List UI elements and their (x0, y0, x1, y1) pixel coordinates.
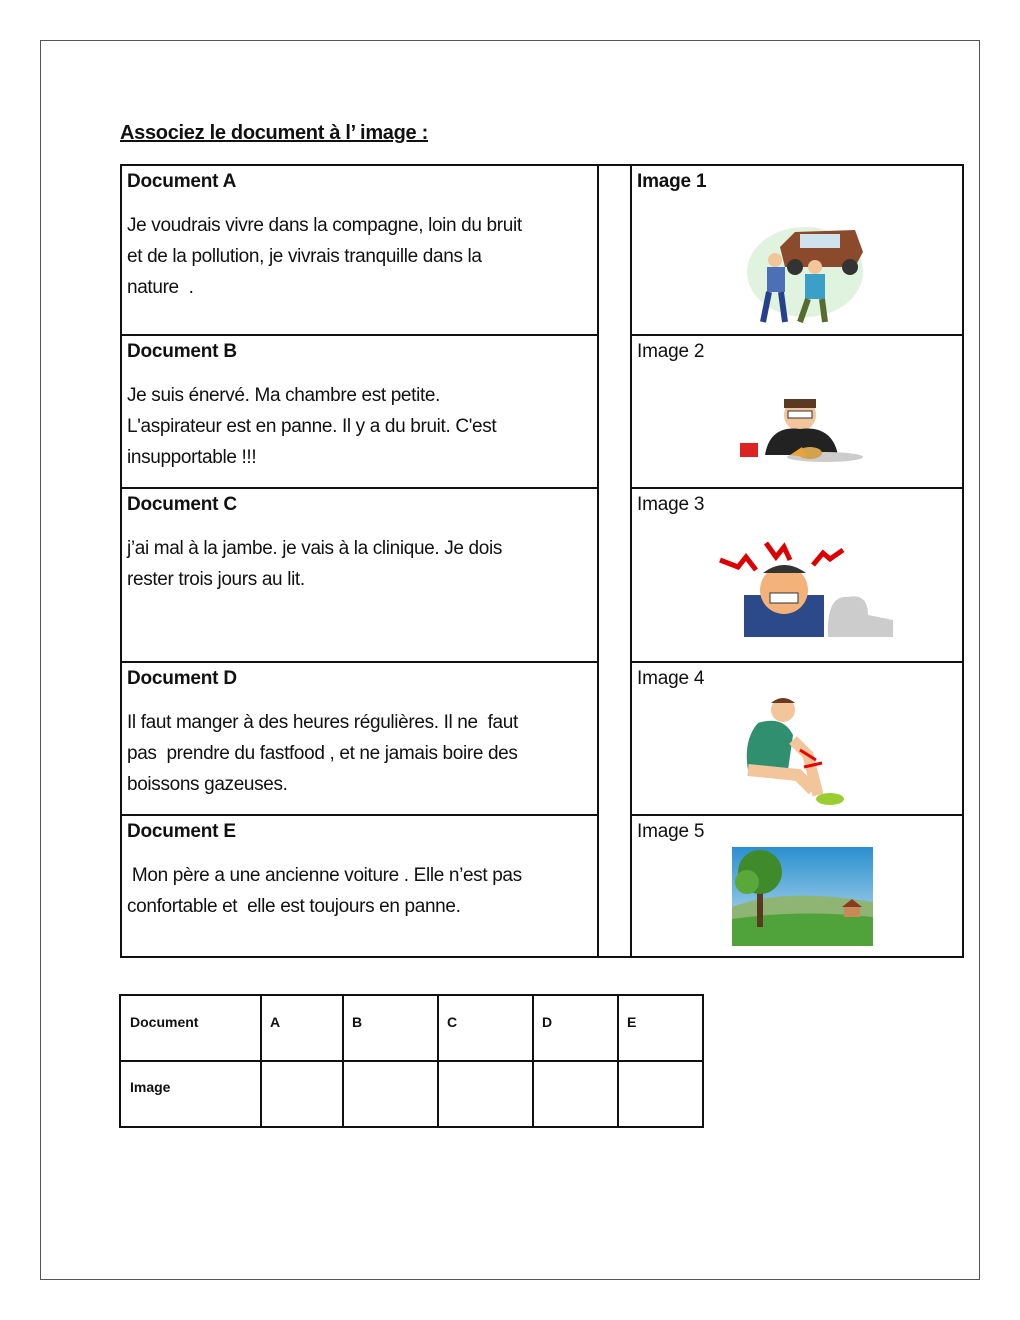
image-label: Image 1 (637, 171, 707, 192)
document-text-line: rester trois jours au lit. (127, 569, 305, 590)
document-text-line: L'aspirateur est en panne. Il y a du bruit. C'est (127, 416, 497, 437)
column-divider (630, 164, 632, 958)
column-divider (702, 994, 704, 1128)
answer-row-header: Document (130, 1014, 199, 1030)
image-label: Image 3 (637, 494, 705, 515)
row-divider (631, 956, 964, 958)
row-divider (598, 956, 631, 958)
document-label: Document E (127, 821, 236, 842)
column-divider (119, 994, 121, 1128)
document-label: Document D (127, 668, 237, 689)
row-divider (631, 164, 964, 166)
document-text-line: boissons gazeuses. (127, 774, 288, 795)
document-text-line: insupportable !!! (127, 447, 257, 468)
image-label: Image 2 (637, 341, 705, 362)
answer-column-header: C (447, 1014, 458, 1030)
image-label: Image 4 (637, 668, 705, 689)
man-eating-fastfood-icon (740, 395, 865, 472)
answer-input-cell[interactable] (534, 1062, 617, 1126)
row-divider (598, 164, 631, 166)
row-divider (631, 487, 964, 489)
answer-row-header: Image (130, 1079, 171, 1095)
page-title: Associez le document à l’ image : (120, 122, 428, 144)
answer-input-cell[interactable] (619, 1062, 702, 1126)
angry-man-icon (718, 535, 893, 642)
document-label: Document B (127, 341, 237, 362)
document-text-line: pas prendre du fastfood , et ne jamais boire des (127, 743, 518, 764)
answer-column-header: D (542, 1014, 553, 1030)
answer-column-header: A (270, 1014, 281, 1030)
document-text-line: Je voudrais vivre dans la compagne, loin du bruit (127, 215, 522, 236)
injured-leg-icon (738, 695, 850, 815)
document-text-line: Il faut manger à des heures régulières. Il ne faut (127, 712, 518, 733)
row-divider (120, 956, 598, 958)
column-divider (120, 164, 122, 958)
row-divider (631, 661, 964, 663)
document-text-line: j’ai mal à la jambe. je vais à la clinique. Je dois (127, 538, 503, 559)
document-label: Document A (127, 171, 237, 192)
answer-column-header: E (627, 1014, 637, 1030)
document-label: Document C (127, 494, 237, 515)
image-label: Image 5 (637, 821, 705, 842)
answer-input-cell[interactable] (262, 1062, 342, 1126)
row-divider (631, 334, 964, 336)
document-text-line: nature . (127, 277, 194, 298)
row-divider (120, 487, 598, 489)
document-text-line: Mon père a une ancienne voiture . Elle n’est pas (127, 865, 522, 886)
row-divider (120, 661, 598, 663)
column-divider (597, 164, 599, 958)
answer-input-cell[interactable] (439, 1062, 532, 1126)
row-divider (120, 164, 598, 166)
document-text-line: confortable et elle est toujours en panne. (127, 896, 461, 917)
answer-column-header: B (352, 1014, 363, 1030)
countryside-landscape-icon (732, 847, 873, 951)
row-divider (120, 334, 598, 336)
people-pushing-car-icon (745, 222, 870, 332)
answer-input-cell[interactable] (344, 1062, 437, 1126)
document-text-line: et de la pollution, je vivrais tranquille dans la (127, 246, 482, 267)
row-divider (120, 814, 598, 816)
document-text-line: Je suis énervé. Ma chambre est petite. (127, 385, 441, 406)
column-divider (962, 164, 964, 958)
